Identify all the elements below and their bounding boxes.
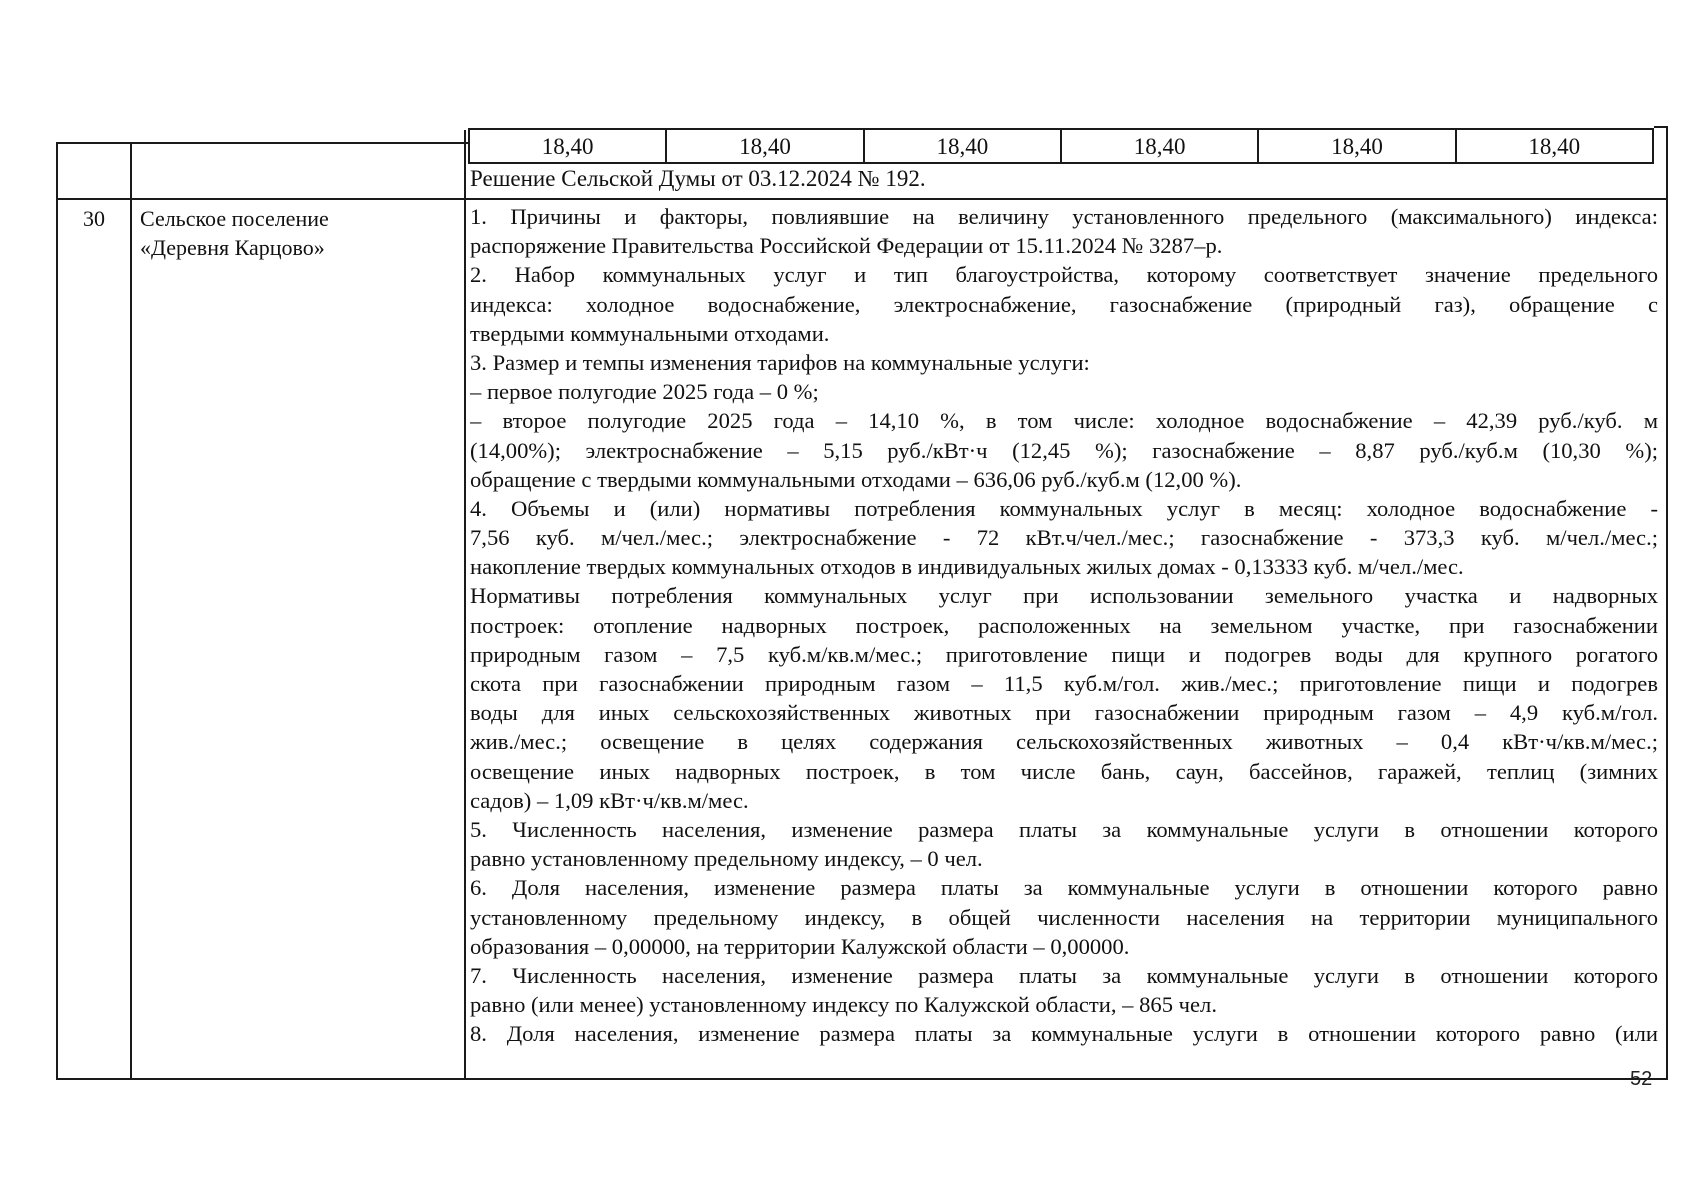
table-bottom-border — [56, 1078, 1668, 1080]
description-line: 2. Набор коммунальных услуг и тип благоустройства, которому соответствует значение предельного — [470, 262, 1658, 288]
description-line: равно установленному предельному индексу, – 0 чел. — [470, 846, 983, 872]
description-line: жив./мес.; освещение в целях содержания сельскохозяйственных животных – 0,4 кВт·ч/кв.м/мес.; — [470, 729, 1658, 755]
description-line: 1. Причины и факторы, повлиявшие на величину установленного предельного (максимального) индекса: — [470, 204, 1658, 229]
table-right-border — [1666, 126, 1668, 1080]
table-top-border-right — [1654, 126, 1666, 128]
index-value-cell: 18,40 — [1259, 130, 1456, 162]
description-line: 3. Размер и темпы изменения тарифов на коммунальные услуги: — [470, 349, 1090, 375]
description-line: установленному предельному индексу, в общей численности населения на территории муниципального — [470, 904, 1658, 930]
description-line: 4. Объемы и (или) нормативы потребления коммунальных услуг в месяц: холодное водоснабжение - — [470, 495, 1658, 521]
description-line: обращение с твердыми коммунальными отходами – 636,06 руб./куб.м (12,00 %). — [470, 466, 1242, 492]
description-line: твердыми коммунальными отходами. — [470, 320, 830, 346]
description-line: распоряжение Правительства Российской Федерации от 15.11.2024 № 3287–р. — [470, 233, 1223, 259]
index-value-cell: 18,40 — [865, 130, 1062, 162]
page-number: 52 — [1630, 1068, 1653, 1090]
settlement-name-line: Сельское поселение — [140, 206, 329, 231]
description-line: воды для иных сельскохозяйственных животных при газоснабжении природным газом – 4,9 куб.м/гол. — [470, 700, 1658, 726]
description-line: равно (или менее) установленному индексу по Калужской области, – 865 чел. — [470, 992, 1217, 1018]
description-line: образования – 0,00000, на территории Калужской области – 0,00000. — [470, 933, 1130, 959]
index-value-cell: 18,40 — [470, 130, 667, 162]
table-left-border — [56, 142, 58, 1080]
description-line: 6. Доля населения, изменение размера платы за коммунальные услуги в отношении которого равно — [470, 875, 1658, 901]
description-line: 7. Численность населения, изменение размера платы за коммунальные услуги в отношении которого — [470, 962, 1658, 988]
row-separator — [56, 198, 1666, 200]
column-divider-1 — [130, 142, 132, 1080]
description-line: природным газом – 7,5 куб.м/кв.м/мес.; приготовление пищи и подогрев воды для крупного рогатого — [470, 641, 1658, 667]
description-line: 5. Численность населения, изменение размера платы за коммунальные услуги в отношении которого — [470, 816, 1658, 842]
description-line: 7,56 куб. м/чел./мес.; электроснабжение - 72 кВт.ч/чел./мес.; газоснабжение - 373,3 куб. м/чел./мес.; — [470, 525, 1658, 551]
settlement-name — [140, 204, 460, 262]
column-divider-2 — [464, 130, 466, 1080]
description-line: 8. Доля населения, изменение размера платы за коммунальные услуги в отношении которого равно (или — [470, 1021, 1658, 1047]
description-line: садов) – 1,09 кВт·ч/кв.м/мес. — [470, 787, 749, 813]
description-line: Нормативы потребления коммунальных услуг при использовании земельного участка и надворных — [470, 583, 1658, 609]
description-line: накопление твердых коммунальных отходов в индивидуальных жилых домах - 0,13333 куб. м/чел./мес. — [470, 554, 1464, 580]
description-line: освещение иных надворных построек, в том числе бань, саун, бассейнов, гаражей, теплиц (зимних — [470, 758, 1658, 784]
description-line: индекса: холодное водоснабжение, электроснабжение, газоснабжение (природный газ), обращение с — [470, 291, 1658, 317]
index-description — [470, 202, 1658, 1048]
index-value-cell: 18,40 — [1457, 130, 1654, 162]
settlement-name-line: «Деревня Карцово» — [140, 235, 325, 260]
index-value-cell: 18,40 — [667, 130, 864, 162]
row-number: 30 — [83, 206, 105, 231]
table-top-border — [56, 142, 468, 144]
description-line: скота при газоснабжении природным газом – 11,5 куб.м/гол. жив./мес.; приготовление пищи и подогрев — [470, 671, 1658, 696]
description-line: построек: отопление надворных построек, расположенных на земельном участке, при газоснабжении — [470, 612, 1658, 638]
description-line: – второе полугодие 2025 года – 14,10 %, в том числе: холодное водоснабжение – 42,39 руб./куб. м — [470, 408, 1658, 434]
index-value-cell: 18,40 — [1062, 130, 1259, 162]
description-line: – первое полугодие 2025 года – 0 %; — [470, 379, 819, 405]
index-values-row — [468, 128, 1654, 164]
decision-reference: Решение Сельской Думы от 03.12.2024 № 192. — [470, 166, 926, 191]
description-line: (14,00%); электроснабжение – 5,15 руб./кВт·ч (12,45 %); газоснабжение – 8,87 руб./куб.м (10,30 %); — [470, 437, 1658, 463]
